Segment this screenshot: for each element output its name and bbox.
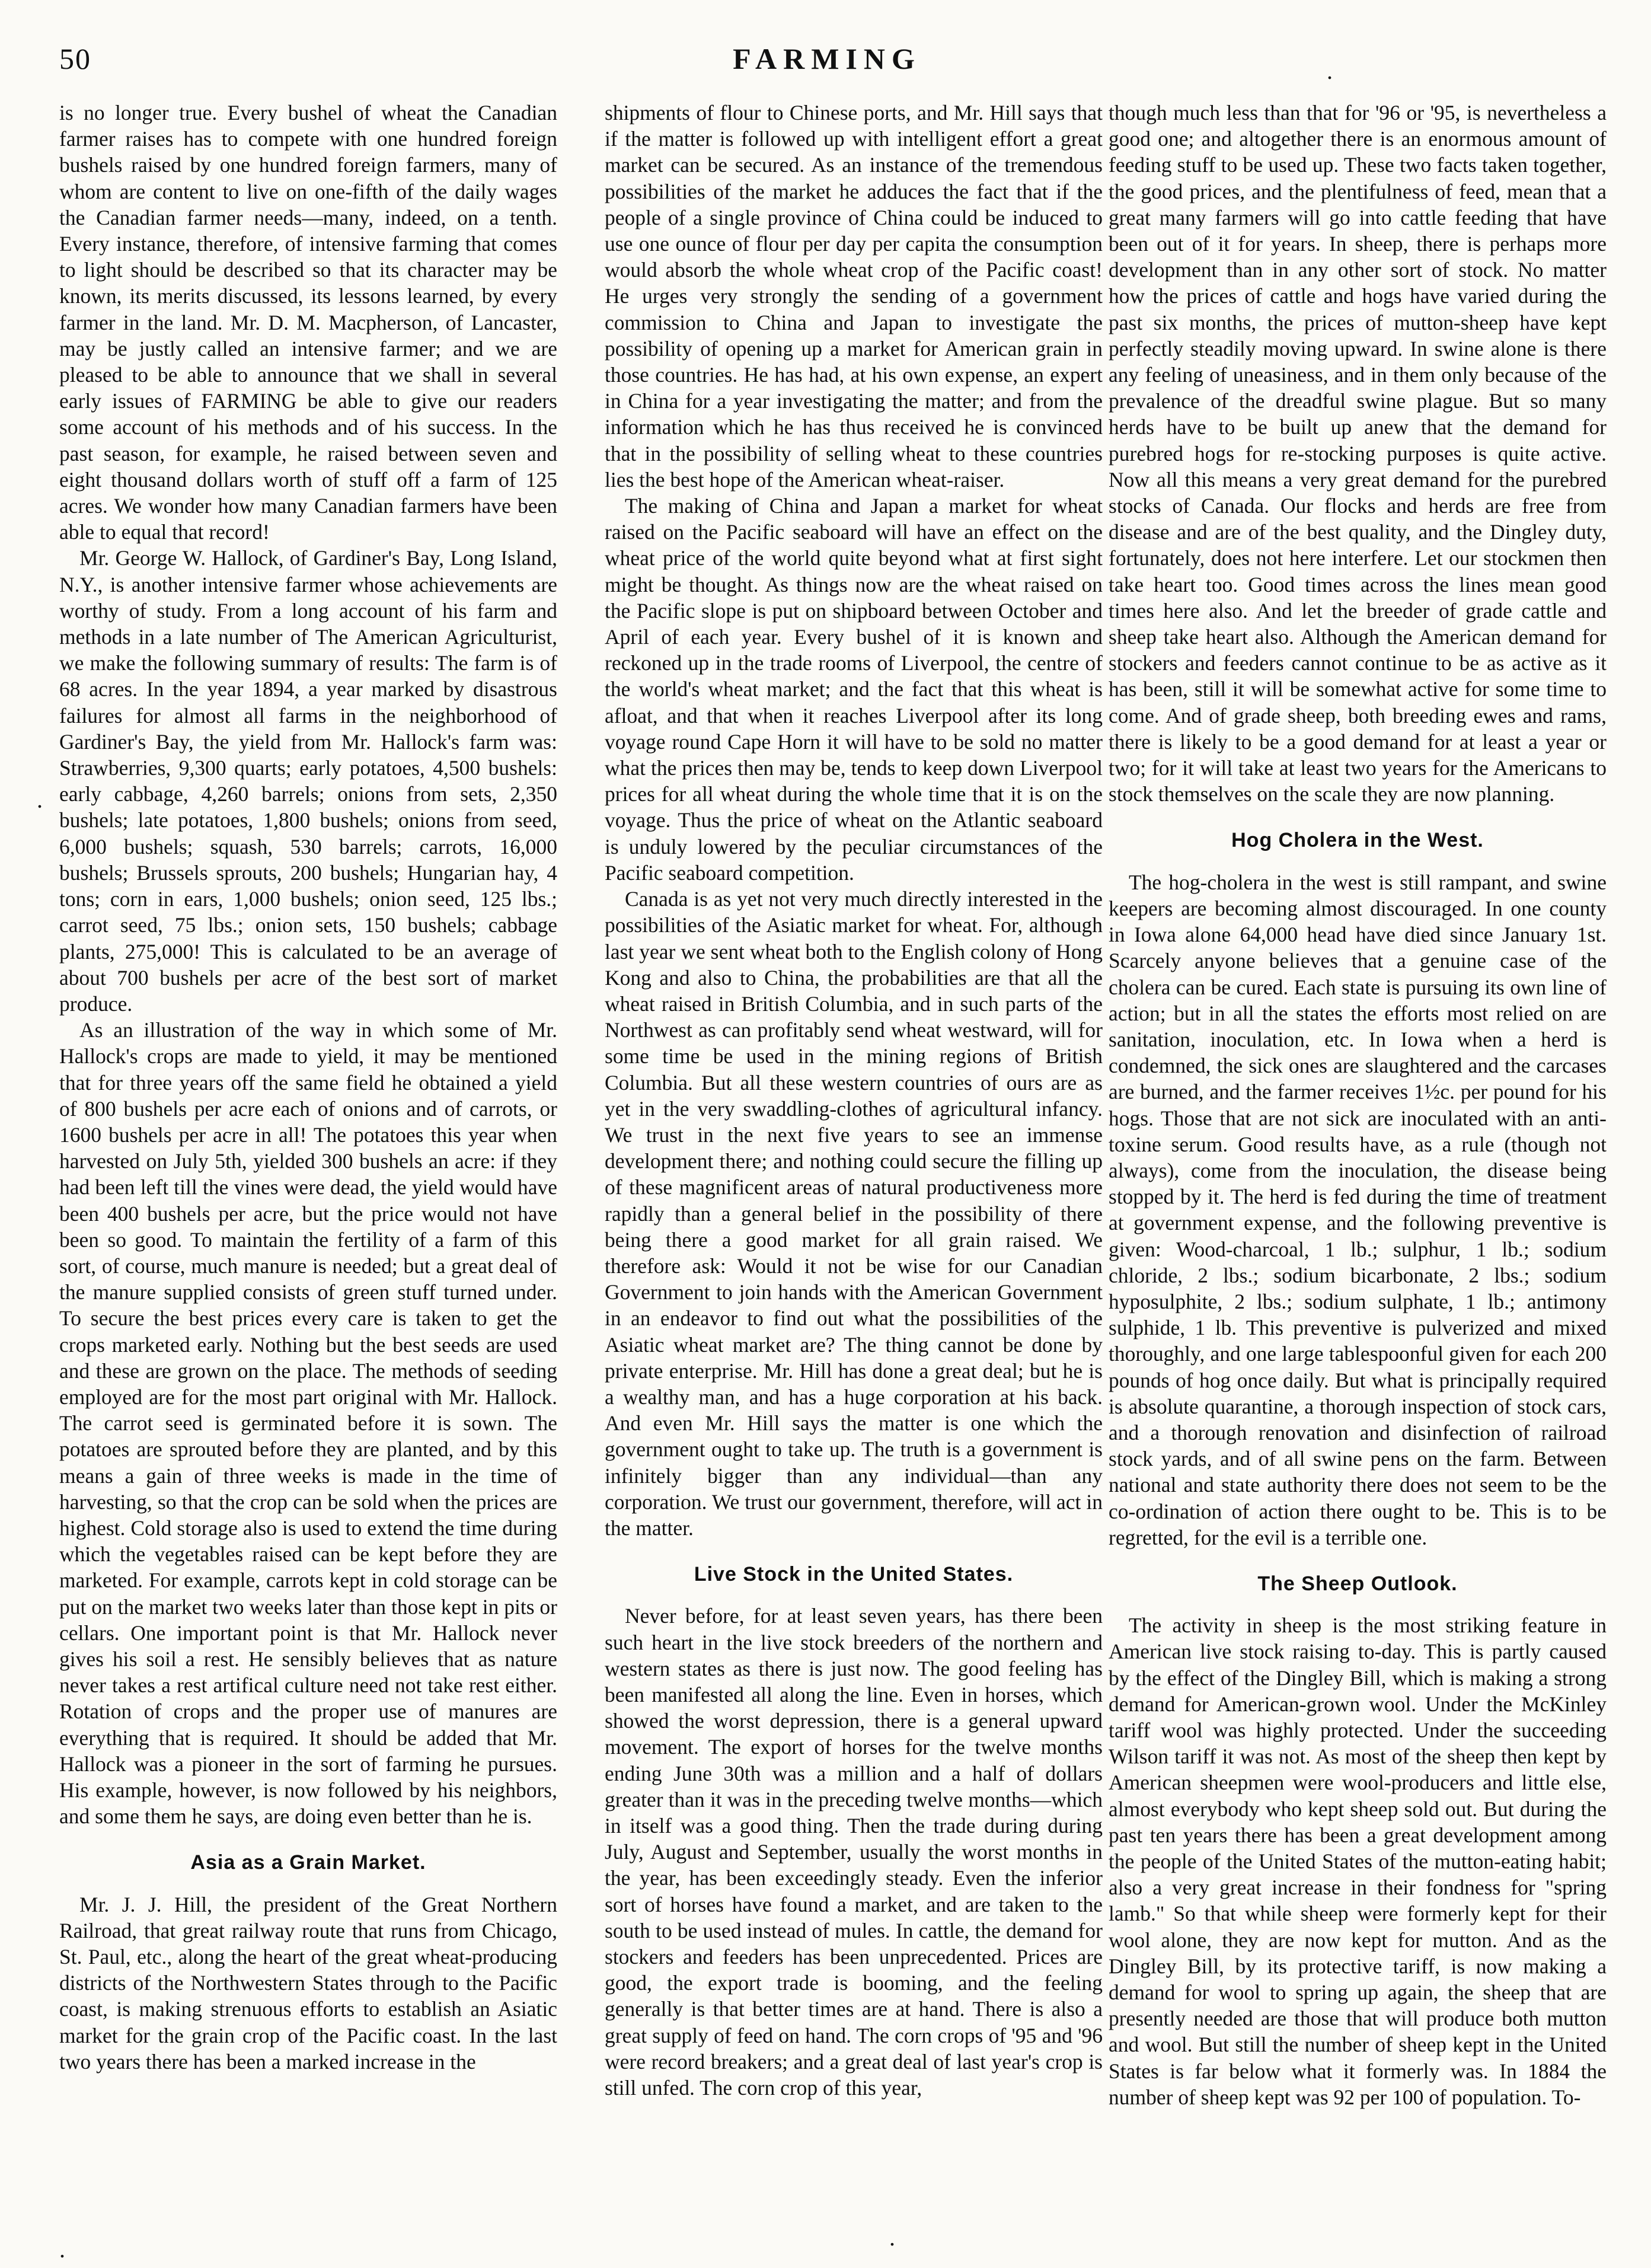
column-middle	[605, 100, 1103, 2101]
section-heading: Live Stock in the United States.	[694, 1563, 1014, 1586]
column-left	[59, 100, 557, 2075]
paragraph: The hog-cholera in the west is still rampant, and swine keepers are becoming almost discouraged. In one county in Iowa alone 64,000 head have died since January 1st. Scarcely anyone believes that a genuine case of the cholera can be cured. Each state is pursuing its own line of action; but in all the states the efforts most relied on are sanitation, inoculation, etc. In Iowa when a herd is condemned, the sick ones are slaughtered and the carcases are burned, and the farmer receives 1½c. per pound for his hogs. Those that are not sick are inoculated with an anti-toxine serum. Good results have, as a rule (though not always), come from the inoculation, the disease being stopped by it. The herd is fed during the time of treatment at government expense, and the following preventive is given: Wood-charcoal, 1 lb.; sulphur, 1 lb.; sodium chloride, 2 lbs.; sodium bicarbonate, 2 lbs.; sodium hyposulphite, 2 lbs.; sodium sulphate, 1 lb.; antimony sulphide, 1 lb. This preventive is pulverized and mixed thoroughly, and one large tablespoonful given for each 200 pounds of hog once daily. But what is principally required is absolute quarantine, a thorough inspection of stock cars, and a thorough renovation and disinfection of railroad stock yards, and of all swine pens on the farm. Between national and state authority there does not seem to be the co-ordination of action there ought to be. This is to be regretted, for the evil is a terrible one.	[1109, 870, 1607, 1549]
paragraph: As an illustration of the way in which some of Mr. Hallock's crops are made to yield, it may be mentioned that for three years off the same field he obtained a yield of 800 bushels per acre each of onions and of carrots, or 1600 bushels per acre in all! The potatoes this year when harvested on July 5th, yielded 300 bushels an acre: if they had been left till the vines were dead, the yield would have been 400 bushels per acre, but the price would not have been so good. To maintain the fertility of a farm of this sort, of course, much manure is needed; but a great deal of the manure supplied consists of green stuff turned under. To secure the best prices every care is taken to get the crops marketed early. Nothing but the best seeds are used and these are grown on the place. The methods of seeding employed are for the most part original with Mr. Hallock. The carrot seed is germinated before it is sown. The potatoes are sprouted before they are planted, and by this means a gain of three weeks is made in the time of harvesting, so that the crop can be sold when the prices are highest. Cold storage also is used to extend the time during which the vegetables raised can be kept before they are marketed. For example, carrots kept in cold storage can be put on the market two weeks later than those kept in pits or cellars. One important point is that Mr. Hallock never gives his soil a rest. He sensibly believes that as nature never takes a rest artifical culture need not take rest either. Rotation of crops and the proper use of manures are everything that is required. It should be added that Mr. Hallock was a pioneer in the sort of farming he pursues. His example, however, is now followed by his neighbors, and some them he says, are doing even better than he is.	[59, 1018, 557, 1829]
stray-mark: .	[37, 786, 43, 813]
paragraph: The activity in sheep is the most striking feature in American live stock raising to-day. This is partly caused by the effect of the Dingley Bill, which is making a strong demand for American-grown wool. Under the McKinley tariff wool was highly protected. Under the succeeding Wilson tariff it was not. As most of the sheep then kept by American sheepmen were wool-producers and little else, almost everybody who kept sheep sold out. But during the past ten years there has been a great development among the people of the United States of the mutton-eating habit; also a very great increase in their fondness for "spring lamb." So that while sheep were formerly kept for their wool alone, they are now kept for mutton. And as the Dingley Bill, by its protective tariff, is now making a demand for wool to spring up again, the sheep that are presently needed are those that will produce both mutton and wool. But still the number of sheep kept in the United States is far below what it formerly was. In 1884 the number of sheep kept was 92 per 100 of population. To-	[1109, 1613, 1607, 2109]
paragraph: is no longer true. Every bushel of wheat the Canadian farmer raises has to compete with one hundred foreign bushels raised by one hundred foreign farmers, many of whom are content to live on one-fifth of the daily wages the Canadian farmer needs—many, indeed, on a tenth. Every instance, therefore, of intensive farming that comes to light should be described so that its character may be known, its merits discussed, its lessons learned, by every farmer in the land. Mr. D. M. Macpherson, of Lancaster, may be justly called an intensive farmer; and we are pleased to be able to announce that we shall in several early issues of FARMING be able to give our readers some account of his methods and of his success. In the past season, for example, he raised between seven and eight thousand dollars worth of stuff off a farm of 125 acres. We wonder how many Canadian farmers have been able to equal that record!	[59, 101, 557, 544]
paragraph: shipments of flour to Chinese ports, and Mr. Hill says that if the matter is followed up with intelligent effort a great market can be secured. As an instance of the tremendous possibilities of the market he adduces the fact that if the people of a single province of China could be induced to use one ounce of flour per day per capita the consumption would absorb the whole wheat crop of the Pacific coast! He urges very strongly the sending of a government commission to China and Japan to investigate the possibility of opening up a market for American grain in those countries. He has had, at his own expense, an expert in China for a year investigating the matter; and from the information which he has thus received he is convinced that in the possibility of selling wheat to these countries lies the best hope of the American wheat-raiser.	[605, 101, 1103, 492]
column-right	[1109, 100, 1607, 2110]
stray-mark: .	[889, 2224, 895, 2251]
section-heading: Hog Cholera in the West.	[1231, 829, 1484, 852]
page-number: 50	[59, 42, 91, 75]
paragraph: Never before, for at least seven years, has there been such heart in the live stock breeders of the northern and western states as there is just now. The good feeling has been manifested all along the line. Even in horses, which showed the worst depression, there is a general upward movement. The export of horses for the twelve months ending June 30th was a million and a half of dollars greater than it was in the preceding twelve months—which in itself was a good thing. Then the trade during during July, August and September, usually the worst months in the year, has been exceedingly steady. Even the inferior sort of horses have found a market, and are taken to the south to be used instead of mules. In cattle, the demand for stockers and feeders has been unprecedented. Prices are good, the export trade is booming, and the feeling generally is that better times are at hand. There is also a great supply of feed on hand. The corn crops of '95 and '96 were record breakers; and a great deal of last year's crop is still unfed. The corn crop of this year,	[605, 1604, 1103, 2100]
page-header	[59, 42, 1595, 95]
running-head: FARMING	[733, 42, 921, 75]
stray-mark: .	[1327, 58, 1333, 84]
stray-mark: .	[59, 2236, 65, 2263]
paragraph: Canada is as yet not very much directly interested in the possibilities of the Asiatic market for wheat. For, although last year we sent wheat both to the English colony of Hong Kong and also to China, the probabilities are that all the wheat raised in British Columbia, and in such parts of the Northwest as can profitably send wheat westward, will for some time be used in the mining regions of British Columbia. But all these western countries of ours are as yet in the very swaddling-clothes of agricultural infancy. We trust in the next five years to see an immense development there; and nothing could secure the filling up of these magnificent areas of natural productiveness more rapidly than a general belief in the possibility of there being there a good market for all grain raised. We therefore ask: Would it not be wise for our Canadian Government to join hands with the American Government in an endeavor to find out what the possibilities of the Asiatic wheat market are? The thing cannot be done by private enterprise. Mr. Hill has done a great deal; but he is a wealthy man, and has a huge corporation at his back. And even Mr. Hill says the matter is one which the government ought to take up. The truth is a government is infinitely bigger than any individual—than any corporation. We trust our government, therefore, will act in the matter.	[605, 887, 1103, 1540]
section-heading: Asia as a Grain Market.	[190, 1851, 426, 1874]
paragraph: Mr. George W. Hallock, of Gardiner's Bay, Long Island, N.Y., is another intensive farmer whose achievements are worthy of study. From a long account of his farm and methods in a late number of The American Agriculturist, we make the following summary of results: The farm is of 68 acres. In the year 1894, a year marked by disastrous failures for almost all farms in the neighborhood of Gardiner's Bay, the yield from Mr. Hallock's farm was: Strawberries, 9,300 quarts; early potatoes, 4,500 bushels: early cabbage, 4,260 barrels; onions from sets, 2,350 bushels; late potatoes, 1,800 bushels; onions from seed, 6,000 bushels; squash, 530 barrels; carrots, 16,000 bushels; Brussels sprouts, 200 bushels; Hungarian hay, 4 tons; corn in ears, 1,000 bushels; onion seed, 125 lbs.; carrot seed, 75 lbs.; onion sets, 150 bushels; cabbage plants, 275,000! This is calculated to be an average of about 700 bushels per acre of the best sort of market produce.	[59, 546, 557, 1016]
paragraph: though much less than that for '96 or '95, is nevertheless a good one; and altogether there is an enormous amount of feeding stuff to be used up. These two facts taken together, the good prices, and the plentifulness of feed, mean that a great many farmers will go into cattle feeding that have been out of it for years. In sheep, there is perhaps more development than in any other sort of stock. No matter how the prices of cattle and hogs have varied during the past six months, the prices of mutton-sheep have kept perfectly steadily moving upward. In swine alone is there any feeling of uneasiness, and in them only because of the prevalence of the dreadful swine plague. But so many herds have to be built up anew that the demand for purebred hogs for re-stocking purposes is quite active. Now all this means a very great demand for the purebred stocks of Canada. Our flocks and herds are free from disease and are of the best quality, and the Dingley duty, fortunately, does not here interfere. Let our stockmen then take heart too. Good times across the lines mean good times here also. And let the breeder of grade cattle and sheep take heart also. Although the American demand for stockers and feeders cannot continue to be as active as it has been, still it will be somewhat active for some time to come. And of grade sheep, both breeding ewes and rams, there is likely to be a good demand for at least a year or two; for it will take at least two years for the Americans to stock themselves on the scale they are now planning.	[1109, 101, 1607, 806]
paragraph: Mr. J. J. Hill, the president of the Great Northern Railroad, that great railway route that runs from Chicago, St. Paul, etc., along the heart of the great wheat-producing districts of the Northwestern States through to the Pacific coast, is making strenuous efforts to establish an Asiatic market for the grain crop of the Pacific coast. In the last two years there has been a marked increase in the	[59, 1892, 557, 2074]
section-heading: The Sheep Outlook.	[1257, 1572, 1458, 1595]
paragraph: The making of China and Japan a market for wheat raised on the Pacific seaboard will have an effect on the wheat price of the world quite beyond what at first sight might be thought. As things now are the wheat raised on the Pacific slope is put on shipboard between October and April of each year. Every bushel of it is known and reckoned up in the trade rooms of Liverpool, the centre of the world's wheat market; and the fact that this wheat is afloat, and that when it reaches Liverpool after its long voyage round Cape Horn it will have to be sold no matter what the prices then may be, tends to keep down Liverpool prices for all wheat during the whole time that it is on the voyage. Thus the price of wheat on the Atlantic seaboard is unduly lowered by the peculiar circumstances of the Pacific seaboard competition.	[605, 494, 1103, 885]
